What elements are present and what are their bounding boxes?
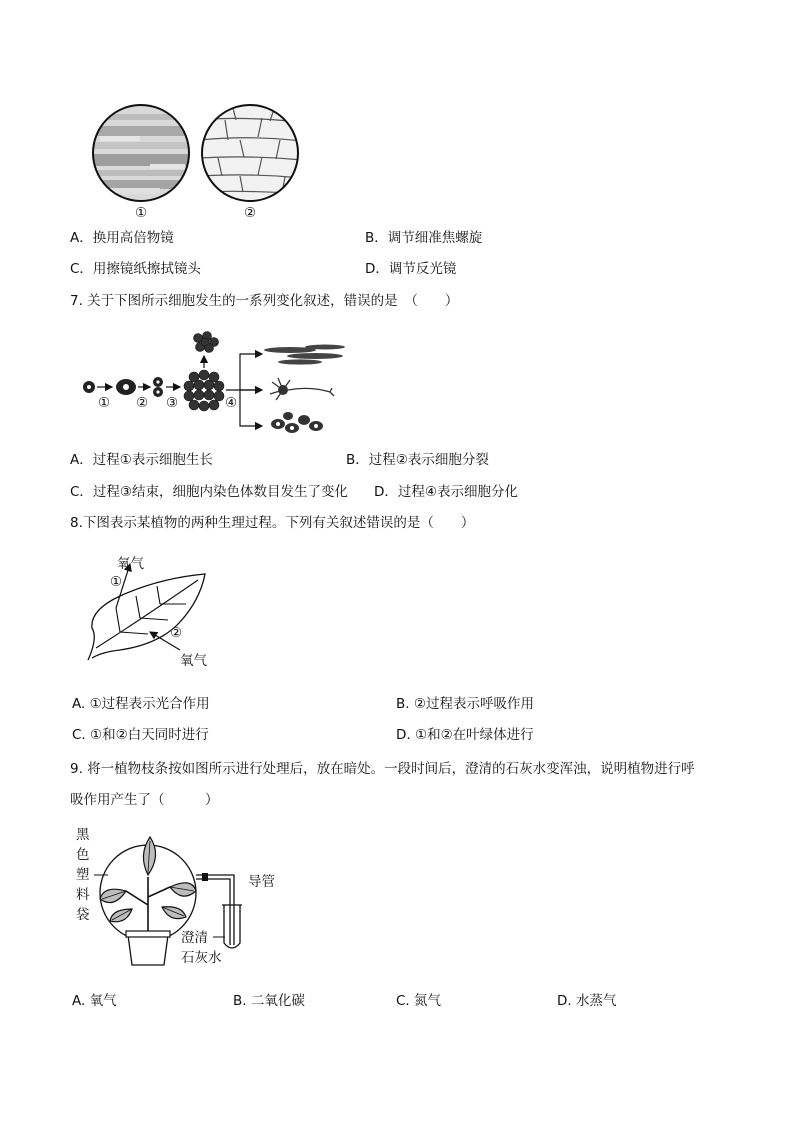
q6-option-b: B．调节细准焦螺旋	[365, 230, 483, 246]
plant-bag-figure	[0, 825, 794, 975]
q7-option-a: A．过程①表示细胞生长	[70, 452, 213, 468]
q6-option-c: C．用擦镜纸擦拭镜头	[70, 261, 201, 277]
q9-option-a: A. 氧气	[72, 993, 117, 1009]
microscope-views-figure	[0, 0, 794, 230]
q7-option-b: B．过程②表示细胞分裂	[346, 452, 489, 468]
q6-option-d: D．调节反光镜	[365, 261, 457, 277]
q6-option-a: A．换用高倍物镜	[70, 230, 174, 246]
q9-option-c: C. 氮气	[396, 993, 442, 1009]
bag-label-char-4: 料	[76, 887, 90, 903]
bag-label-char-5: 袋	[76, 907, 90, 923]
q7-option-d: D．过程④表示细胞分化	[374, 484, 518, 500]
q9-option-b: B. 二氧化碳	[233, 993, 305, 1009]
tube-label: 导管	[248, 874, 275, 890]
leaf-top-gas: 氧气	[117, 556, 144, 572]
clear-view	[200, 100, 310, 210]
view-label-2: ②	[243, 205, 257, 221]
process-label-1: ①	[97, 395, 111, 411]
process-label-3: ③	[165, 395, 179, 411]
leaf-label-2: ②	[170, 625, 183, 641]
leaf-figure	[0, 540, 794, 680]
q9-stem-line-2: 吸作用产生了（ ）	[70, 792, 219, 808]
q8-option-d: D. ①和②在叶绿体进行	[396, 727, 534, 743]
bag-label-char-1: 黑	[76, 827, 90, 843]
blurred-view	[90, 100, 200, 210]
q9-stem-line-1: 9. 将一植物枝条按如图所示进行处理后，放在暗处。一段时间后，澄清的石灰水变浑浊，说明植物进行呼	[70, 761, 695, 777]
process-label-2: ②	[135, 395, 149, 411]
lime-water-label-2: 石灰水	[181, 950, 222, 966]
q8-option-c: C. ①和②白天同时进行	[72, 727, 209, 743]
q8-option-a: A. ①过程表示光合作用	[72, 696, 210, 712]
bag-label-char-3: 塑	[76, 867, 90, 883]
q8-option-b: B. ②过程表示呼吸作用	[396, 696, 534, 712]
leaf-label-1: ①	[110, 574, 123, 590]
bag-label-char-2: 色	[76, 847, 90, 863]
q7-option-c: C．过程③结束，细胞内染色体数目发生了变化	[70, 484, 349, 500]
lime-water-label-1: 澄清	[181, 930, 208, 946]
cell-process-figure	[0, 320, 794, 440]
leaf-bottom-gas: 氧气	[180, 653, 207, 669]
q8-stem: 8.下图表示某植物的两种生理过程。下列有关叙述错误的是（ ）	[70, 515, 475, 531]
q7-stem: 7. 关于下图所示细胞发生的一系列变化叙述，错误的是 （ ）	[70, 293, 459, 309]
process-label-4: ④	[224, 395, 238, 411]
view-label-1: ①	[134, 205, 148, 221]
q9-option-d: D. 水蒸气	[557, 993, 617, 1009]
